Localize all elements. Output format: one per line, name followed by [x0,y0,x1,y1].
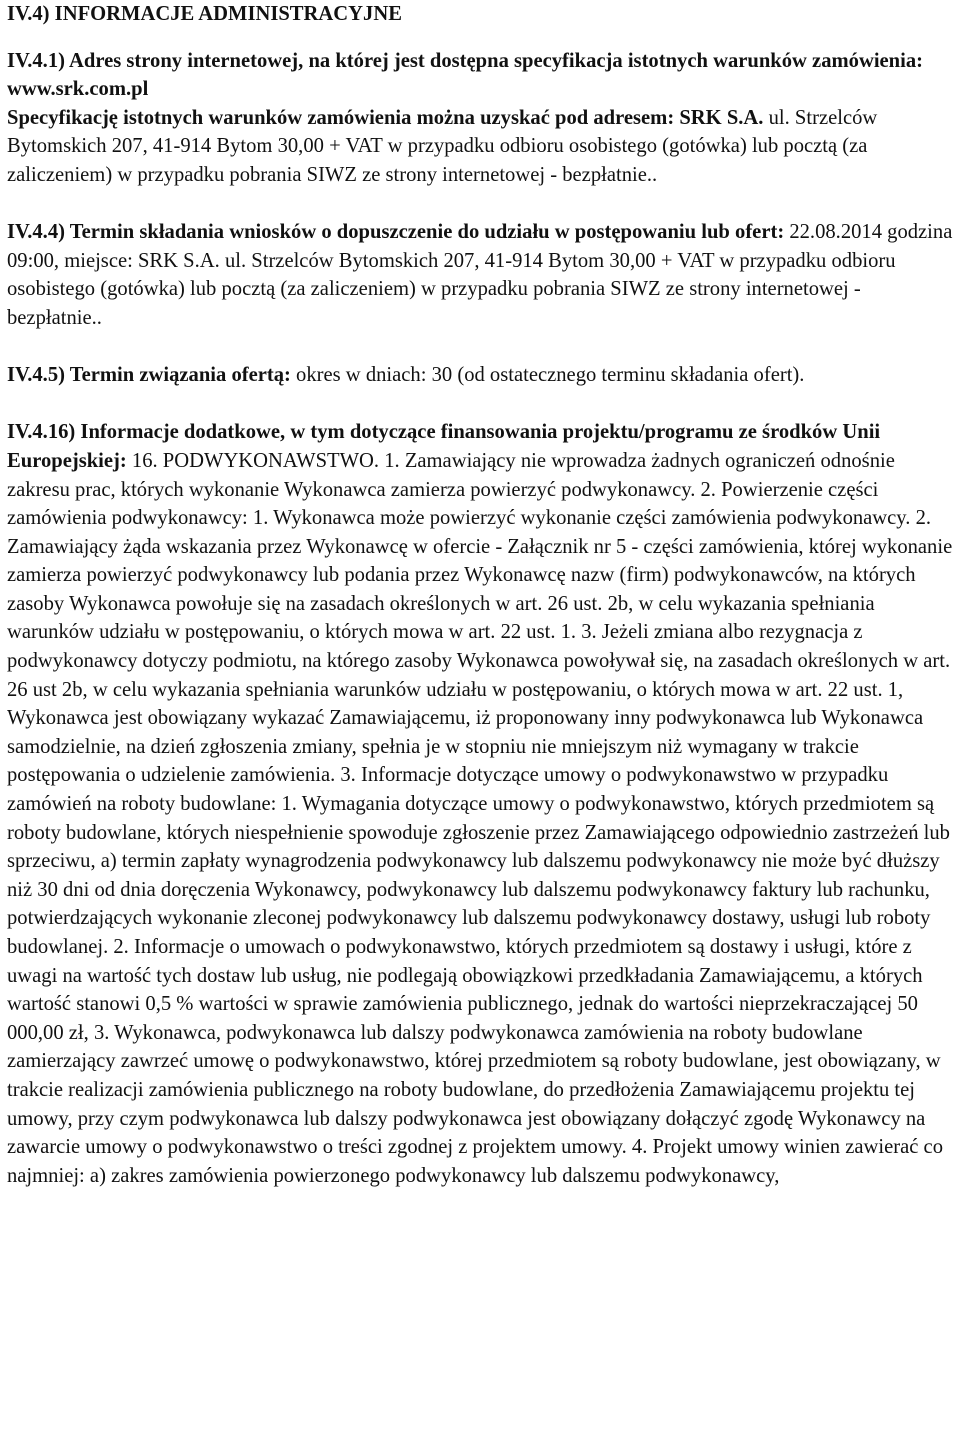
iv4-16-value: 16. PODWYKONAWSTWO. 1. Zamawiający nie wprowadza żadnych ograniczeń odnośnie zakresu prac, których wykonanie Wykonawca zamierza powierzyć podwykonawcy. 2. Powierzenie części zamówienia podwykonawcy: 1. Wykonawca może powierzyć wykonanie części zamówienia podwykonawcy. 2. Zamawiający żąda wskazania przez Wykonawcę w ofercie - Załącznik nr 5 - części zamówienia, której wykonanie zamierza powierzyć podwykonawcy lub podania przez Wykonawcę nazw (firm) podwykonawców, na których zasoby Wykonawca powołuje się na zasadach określonych w art. 26 ust. 2b, w celu wykazania spełniania warunków udziału w postępowaniu, o których mowa w art. 22 ust. 1. 3. Jeżeli zmiana albo rezygnacja z podwykonawcy dotyczy podmiotu, na którego zasoby Wykonawca powoływał się, na zasadach określonych w art. 26 ust 2b, w celu wykazania spełniania warunków udziału w postępowaniu, o których mowa w art. 22 ust. 1, Wykonawca jest obowiązany wykazać Zamawiającemu, iż proponowany inny podwykonawca lub Wykonawca samodzielnie, na dzień zgłoszenia zmiany, spełnia je w stopniu nie mniejszym niż wymagany w trakcie postępowania o udzielenie zamówienia. 3. Informacje dotyczące umowy o podwykonawstwo w przypadku zamówień na roboty budowlane: 1. Wymagania dotyczące umowy o podwykonawstwo, których przedmiotem są roboty budowlane, których niespełnienie spowoduje zgłoszenie przez Zamawiającego odpowiednio zastrzeżeń lub sprzeciwu, a) termin zapłaty wynagrodzenia podwykonawcy lub dalszemu podwykonawcy nie może być dłuższy niż 30 dni od dnia doręczenia Wykonawcy, podwykonawcy lub dalszemu podwykonawcy faktury lub rachunku, potwierdzających wykonanie zleconej podwykonawcy lub dalszemu podwykonawcy dostawy, usługi lub roboty budowlanej. 2. Informacje o umowach o podwykonawstwo, których przedmiotem są dostawy i usługi, które z uwagi na wartość tych dostaw lub usług, nie podlegają obowiązkowi przedkładania Zamawiającemu, a których wartość stanowi 0,5 % wartości w sprawie zamówienia publicznego, jednak do wartości nieprzekraczającej 50 000,00 zł, 3. Wykonawca, podwykonawca lub dalszy podwykonawca zamówienia na roboty budowlane zamierzający zawrzeć umowę o podwykonawstwo, której przedmiotem są roboty budowlane, jest obowiązany, w trakcie realizacji zamówienia publicznego na roboty budowlane, do przedłożenia Zamawiającemu projektu tej umowy, przy czym podwykonawca lub dalszy podwykonawca jest obowiązany dołączyć zgodę Wykonawcy na zawarcie umowy o podwykonawstwo o treści zgodnej z projektem umowy. 4. Projekt umowy winien zawierać co najmniej: a) zakres zamówienia powierzonego podwykonawcy lub dalszemu podwykonawcy, [7,449,953,1187]
section-iv4-1 [7,47,957,190]
section-iv4-16 [7,418,957,1190]
section-title: IV.4) INFORMACJE ADMINISTRACYJNE [7,3,402,25]
iv4-5-label: IV.4.5) Termin związania ofertą: [7,364,291,387]
spacer [7,333,957,362]
section-iv4-5 [7,361,957,390]
section-iv4-4 [7,218,957,332]
spacer [7,190,957,219]
spacer [7,390,957,419]
iv4-1-url: www.srk.com.pl [7,78,149,101]
spacer [7,29,957,47]
iv4-1-spec-label: Specyfikację istotnych warunków zamówienia można uzyskać pod adresem: [7,106,675,129]
iv4-1-spec-text: ul. Strzelców Bytomskich 207, 41-914 Bytom 30,00 + VAT w przypadku odbioru osobistego (gotówka) lub pocztą (za zaliczeniem) w przypadku pobrania SIWZ ze strony internetowej - bezpłatnie.. [7,106,878,186]
iv4-4-value: 22.08.2014 godzina 09:00, miejsce: SRK S.A. ul. Strzelców Bytomskich 207, 41-914 Bytom 30,00 + VAT w przypadku odbioru osobistego (gotówka) lub pocztą (za zaliczeniem) w przypadku pobrania SIWZ ze strony internetowej - bezpłatnie.. [7,221,953,329]
iv4-4-label: IV.4.4) Termin składania wniosków o dopuszczenie do udziału w postępowaniu lub ofert: [7,221,785,244]
iv4-1-label: IV.4.1) Adres strony internetowej, na której jest dostępna specyfikacja istotnych warunków zamówienia: [7,49,924,72]
document-body [7,0,957,1190]
iv4-5-value: okres w dniach: 30 (od ostatecznego terminu składania ofert). [290,364,805,387]
iv4-16-label: IV.4.16) Informacje dodatkowe, w tym dotyczące finansowania projektu/programu ze środków Unii Europejskiej: [7,421,881,472]
iv4-1-spec-value: SRK S.A. [674,106,764,129]
